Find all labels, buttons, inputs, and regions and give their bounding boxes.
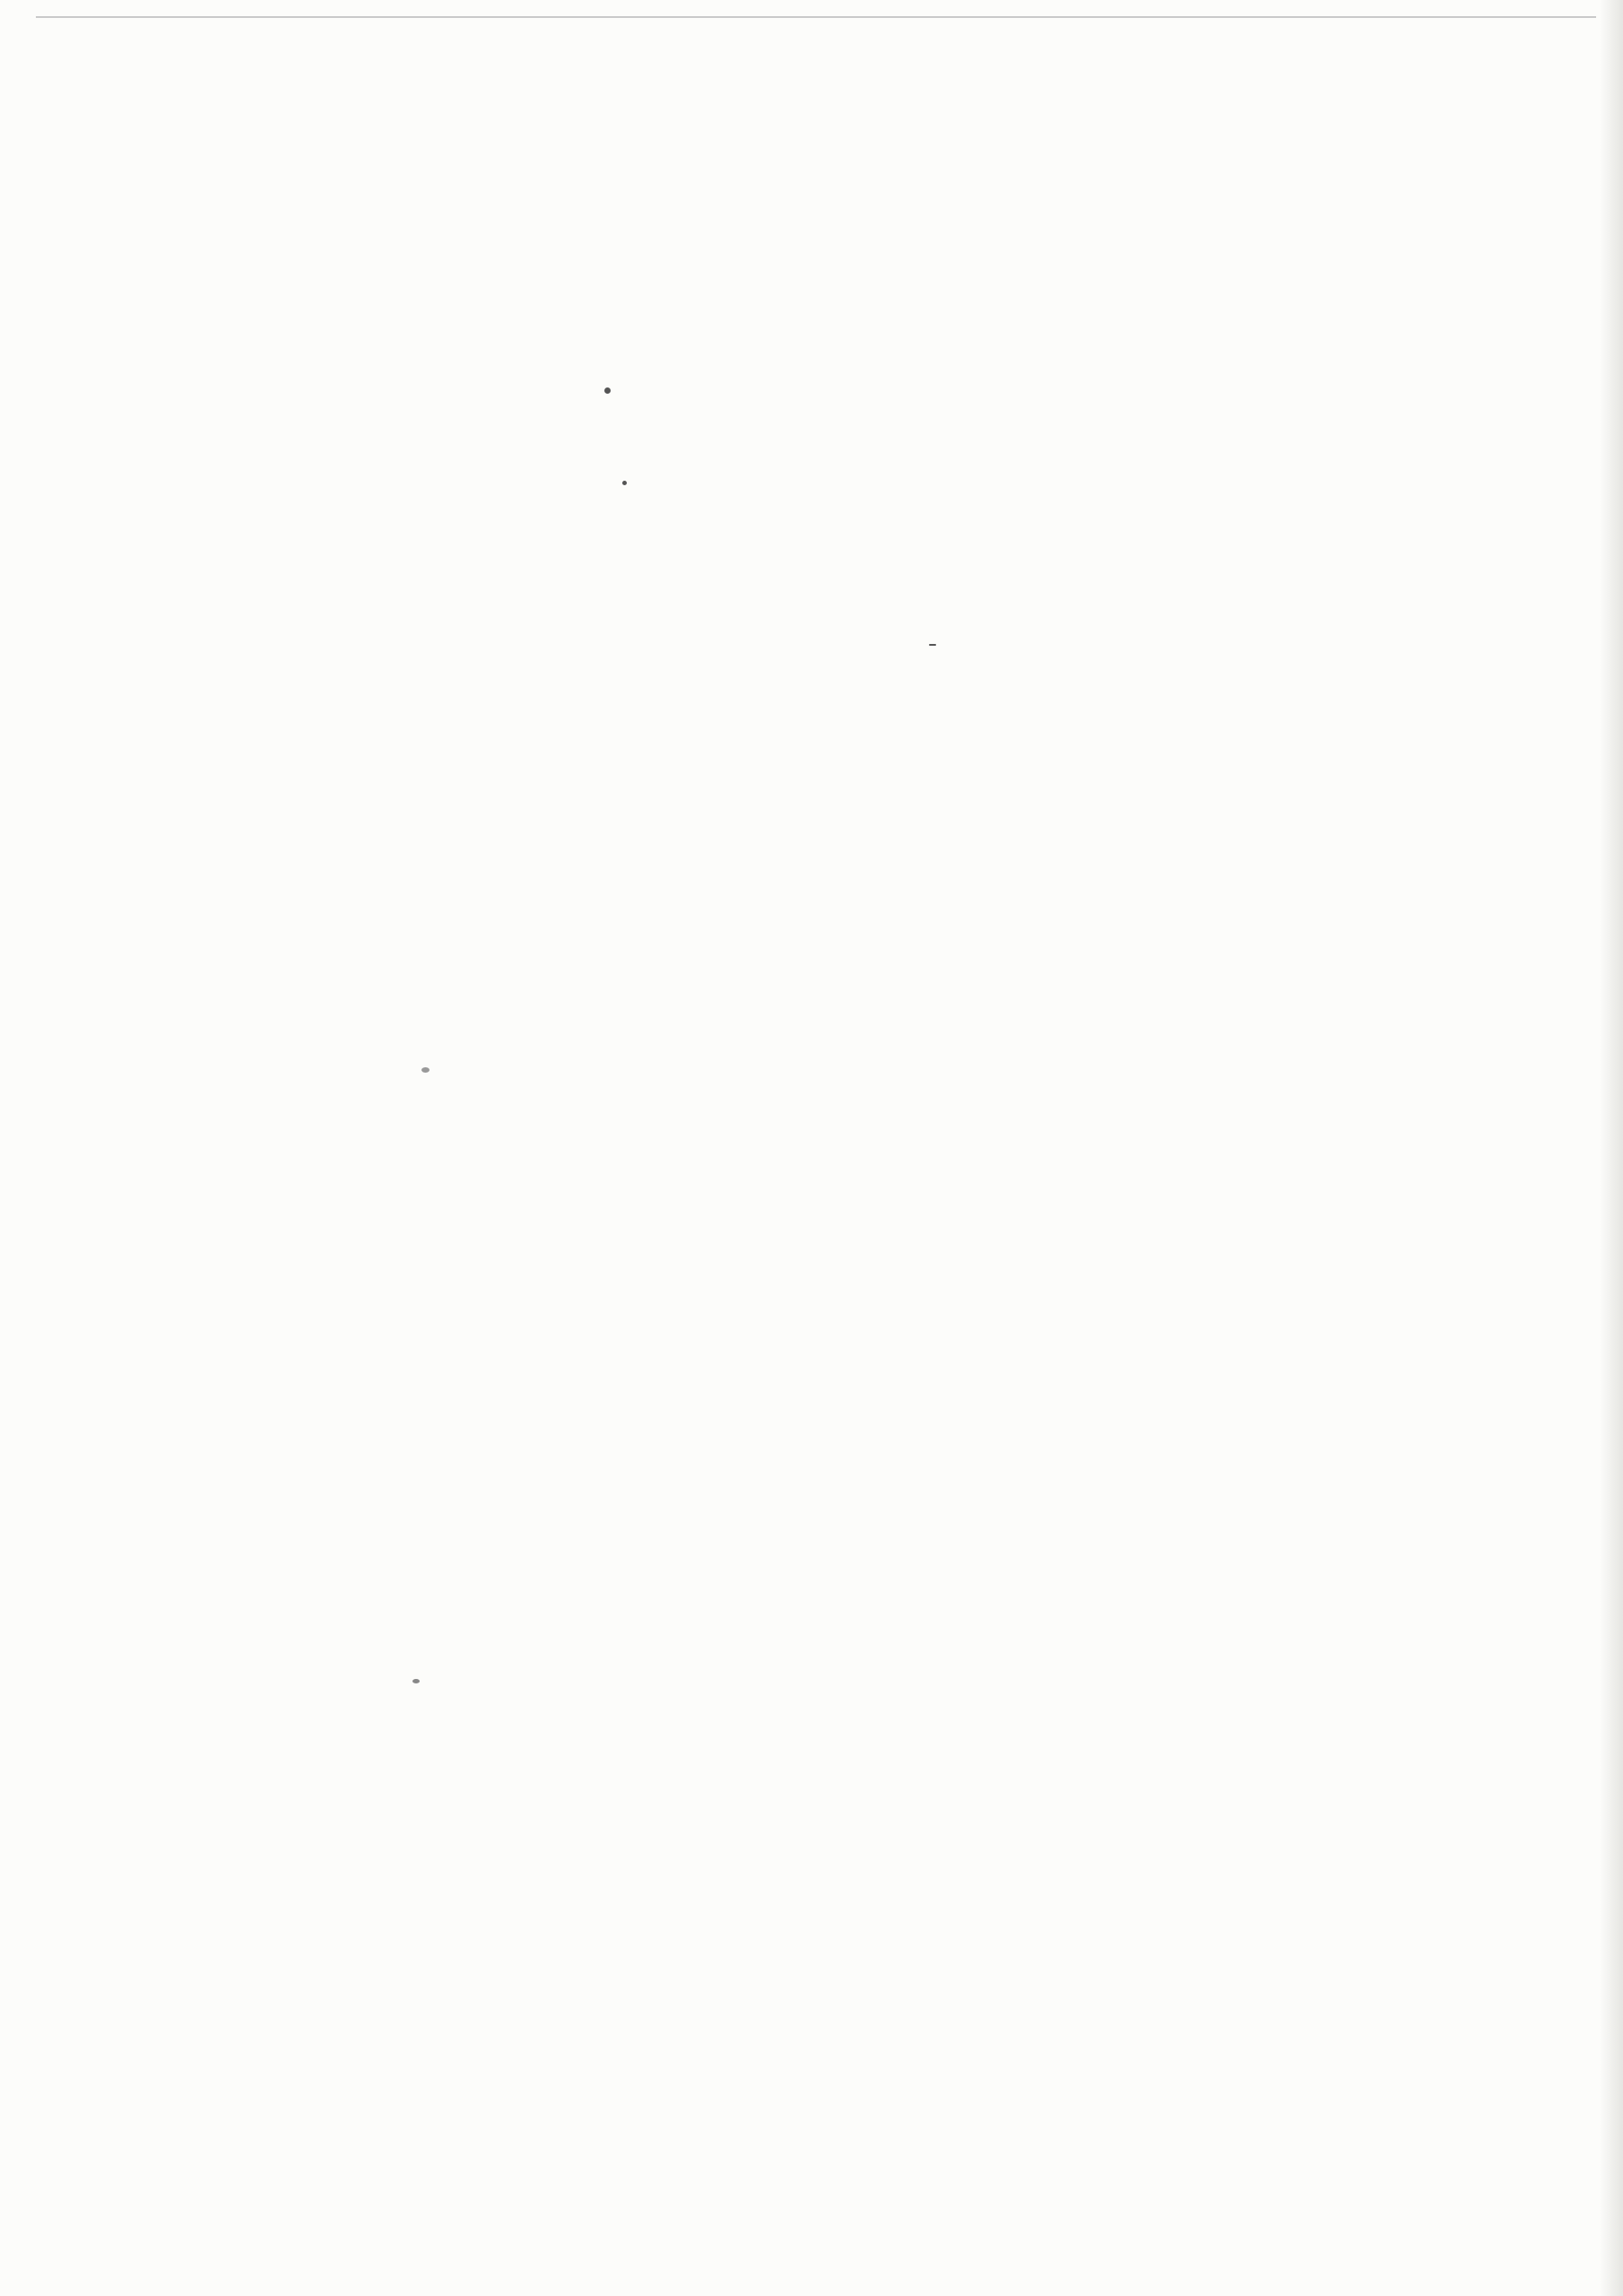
scan-speck — [421, 1067, 430, 1073]
scan-speck — [412, 1679, 420, 1683]
scan-speck — [622, 481, 627, 485]
scan-speck — [929, 644, 936, 646]
scan-speck — [604, 387, 611, 394]
